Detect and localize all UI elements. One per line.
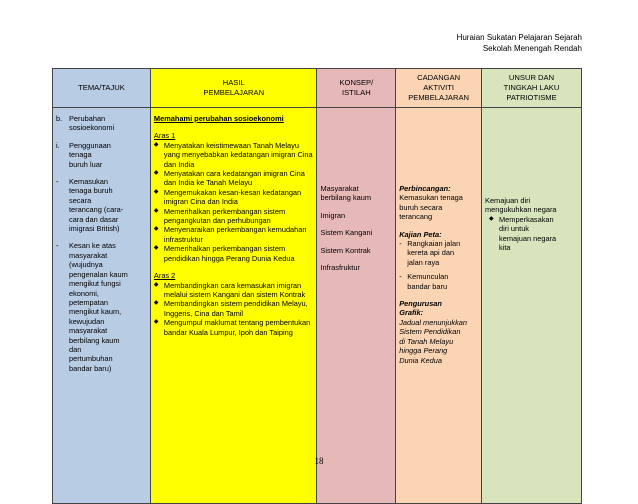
bullet-diamond-icon: ◆ — [153, 207, 159, 214]
col-header-unsur — [482, 69, 582, 108]
dash-marker: - — [399, 239, 402, 249]
bullet-diamond-icon: ◆ — [153, 226, 159, 233]
tema-item — [56, 114, 147, 133]
bullet-diamond-icon: ◆ — [489, 215, 494, 222]
list-item — [399, 239, 478, 267]
aras-2-item: Membandingkan sistem pendidikan Melayu, Inggeris, Cina dan Tamil — [163, 299, 308, 318]
list-item — [154, 141, 314, 169]
hasil-title: Memahami perubahan sosioekonomi — [153, 114, 284, 123]
pengurusan-grafik-label: Pengurusan Grafik: — [399, 299, 442, 318]
col-header-konsep-text: KONSEP/ ISTILAH — [339, 78, 374, 97]
kajian-item: Kemunculan bandar baru — [407, 272, 449, 291]
list-item — [154, 244, 314, 263]
table-header-row — [53, 69, 582, 108]
tema-item — [56, 177, 147, 233]
list-item — [154, 169, 314, 188]
tema-item — [56, 241, 147, 373]
document-header — [457, 32, 582, 54]
col-header-hasil-text: HASIL PEMBELAJARAN — [203, 78, 265, 97]
col-header-cadangan — [396, 69, 482, 108]
tema-marker: b. — [56, 114, 63, 123]
list-item — [154, 188, 314, 207]
list-item — [399, 272, 478, 291]
col-header-tema: TEMA/TAJUK — [53, 69, 151, 108]
aras-2-item: Membandingkan cara kemasukan imigran melalui sistem Kangani dan sistem Kontrak — [163, 280, 306, 299]
syllabus-table — [52, 68, 582, 504]
aras-1-item: Memerihalkan perkembangan sistem pendidikan hingga Perang Dunia Kedua — [163, 244, 295, 263]
unsur-text: Kemajuan diri mengukuhkan negara — [485, 196, 557, 215]
bullet-diamond-icon: ◆ — [153, 245, 159, 252]
kajian-peta-label: Kajian Peta: — [399, 229, 442, 239]
tema-item — [56, 141, 147, 169]
pengurusan-grafik-text: Jadual menunjukkan Sistem Pendidikan di Tanah Melayu hingga Perang Dunia Kedua — [399, 317, 468, 365]
perbincangan-label: Perbincangan: — [399, 184, 451, 193]
dash-marker: - — [399, 272, 402, 282]
tema-text: Perubahan sosioekonomi — [69, 114, 115, 133]
bullet-diamond-icon: ◆ — [153, 281, 159, 288]
tema-text: Kemasukan tenaga buruh secara terancang (cara- cara dan dasar imigrasi British) — [69, 177, 124, 234]
bullet-diamond-icon: ◆ — [153, 170, 159, 177]
aras-2-label: Aras 2 — [153, 271, 176, 281]
page-number: 18 — [314, 456, 324, 466]
list-item — [154, 281, 314, 300]
bullet-diamond-icon: ◆ — [153, 141, 159, 148]
col-header-cadangan-text: CADANGAN AKTIVITI PEMBELAJARAN — [408, 73, 469, 102]
tema-marker: - — [56, 177, 59, 187]
unsur-cell — [482, 108, 582, 504]
tema-text: Penggunaan tenaga buruh luar — [69, 140, 111, 169]
col-header-unsur-text: UNSUR DAN TINGKAH LAKU PATRIOTISME — [503, 73, 560, 102]
tema-text: Kesan ke atas masyarakat (wujudnya pengenalan kaum mengikut fungsi ekonomi, petempatan mengikut kaum, kewujudan masyarakat berbilang kaum dan pertumbuhan bandar baru) — [69, 241, 128, 373]
col-header-konsep — [317, 69, 396, 108]
tema-cell — [53, 108, 151, 504]
table-row — [53, 108, 582, 504]
hasil-cell — [150, 108, 317, 504]
unsur-item: Memperkasakan diri untuk kemajuan negara kita — [499, 214, 557, 253]
tema-marker: i. — [56, 140, 60, 150]
aras-1-item: Memerihalkan perkembangan sistem pengangkutan dan perhubungan — [163, 206, 286, 226]
list-item — [154, 225, 314, 244]
list-item — [485, 215, 578, 253]
aras-1-item: Menyatakan cara kedatangan imigran Cina dan India ke Tanah Melayu — [163, 169, 305, 188]
perbincangan-text: Kemasukan tenaga buruh secara terancang — [399, 193, 463, 222]
konsep-term: Infrasfruktur — [320, 263, 360, 273]
konsep-term: Sistem Kontrak — [320, 245, 371, 255]
konsep-term: Sistem Kangani — [320, 228, 373, 238]
header-line-2: Sekolah Menengah Rendah — [482, 44, 582, 53]
aras-1-item: Menyatakan keistimewaan Tanah Melayu yang menyebabkan kedatangan imigran Cina dan India — [163, 140, 313, 169]
konsep-term: Imigran — [320, 210, 346, 220]
list-item — [154, 207, 314, 226]
header-line-1: Huraian Sukatan Pelajaran Sejarah — [456, 33, 582, 42]
list-item — [154, 318, 314, 337]
bullet-diamond-icon: ◆ — [153, 319, 159, 326]
aras-1-item: Menyenaraikan perkembangan kemudahan infrastruktur — [163, 225, 307, 244]
col-header-hasil — [150, 69, 317, 108]
kajian-item: Rangkaian jalan kereta api dan jalan raya — [407, 239, 461, 267]
bullet-diamond-icon: ◆ — [153, 188, 159, 195]
konsep-cell — [317, 108, 396, 504]
tema-marker: - — [56, 241, 59, 251]
cadangan-cell — [396, 108, 482, 504]
aras-2-item: Mengumpul maklumat tentang pembentukan bandar Kuala Lumpur, Ipoh dan Taiping — [163, 318, 311, 337]
list-item — [154, 299, 314, 318]
bullet-diamond-icon: ◆ — [153, 300, 159, 307]
konsep-term: Masyarakat berbilang kaum — [320, 184, 372, 203]
aras-1-item: Mengemukakan kesan-kesan kedatangan imigran Cina dan India — [163, 187, 302, 207]
aras-1-label: Aras 1 — [153, 131, 176, 141]
